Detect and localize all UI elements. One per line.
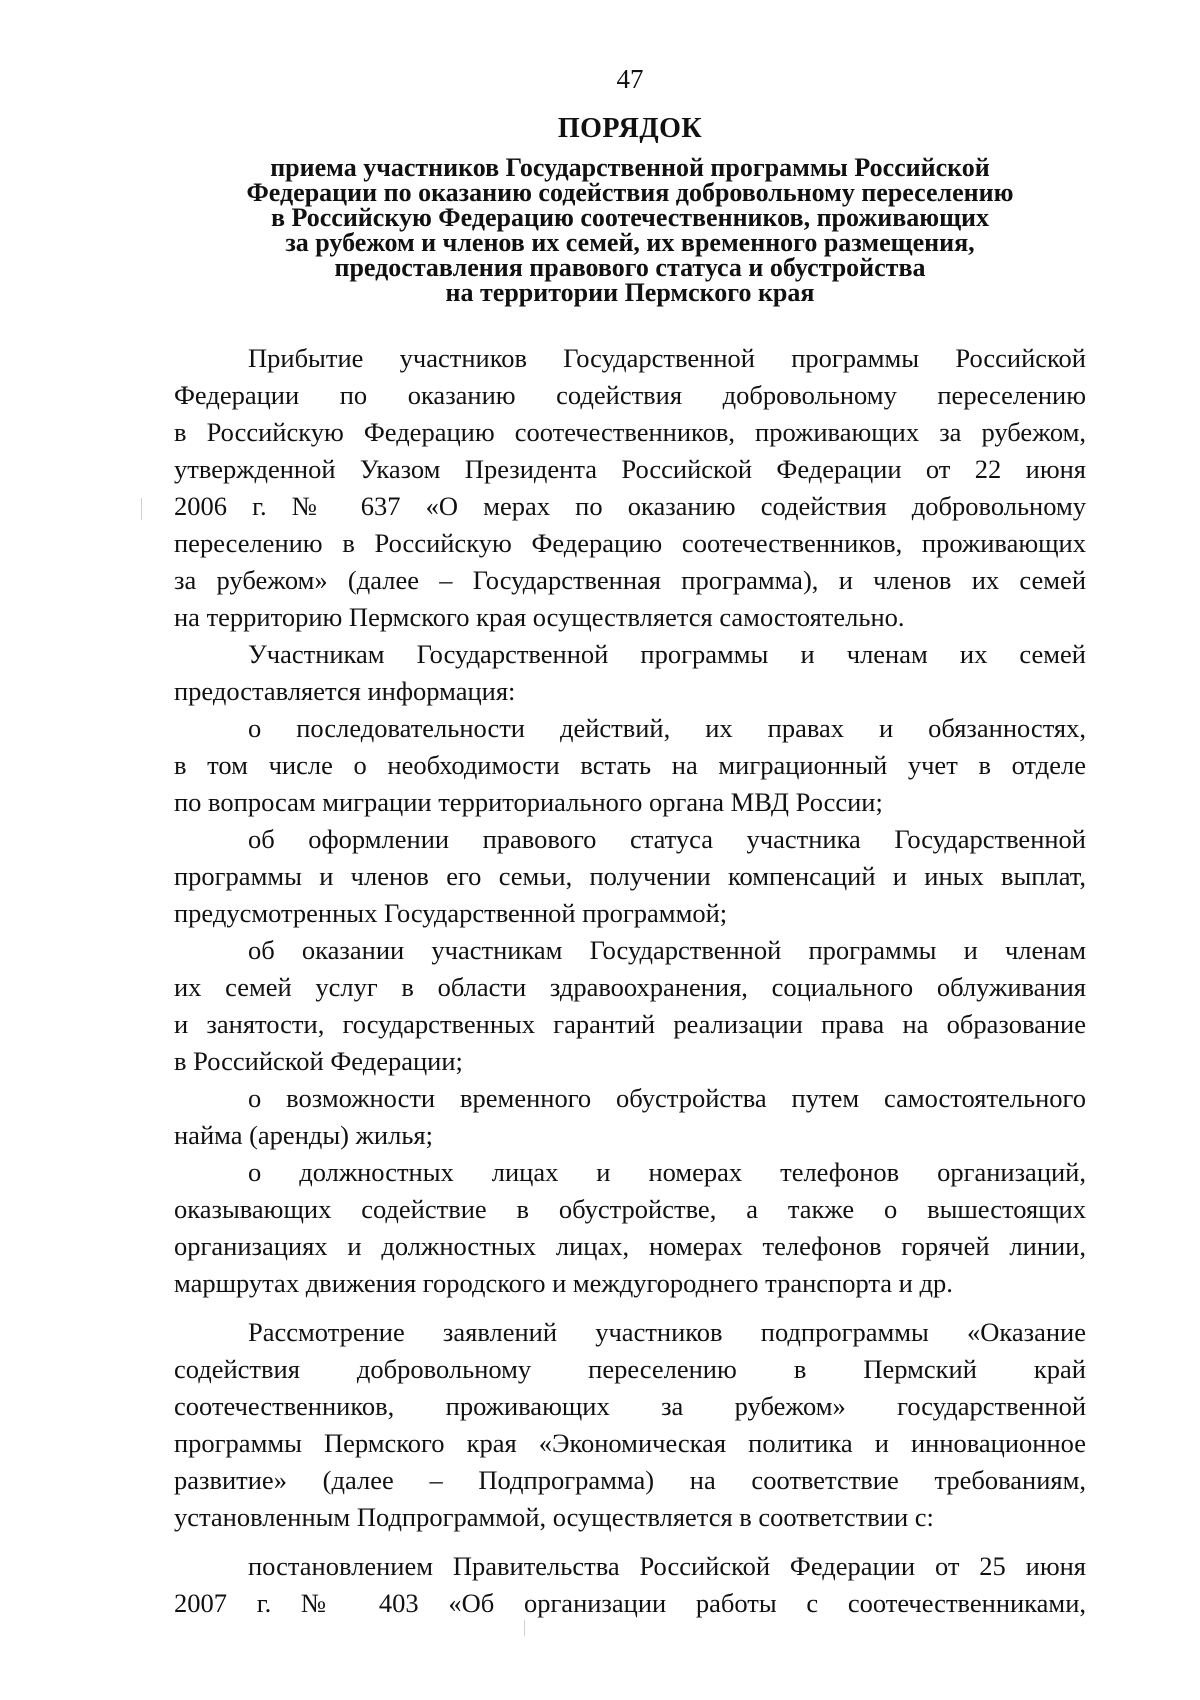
page-number: 47 — [616, 64, 644, 94]
text-line: по вопросам миграции территориального органа МВД России; — [174, 787, 883, 817]
text-line: за рубежом» (далее – Государственная программа), и членов их семей — [174, 565, 1086, 595]
text-line: 2006 г. № 637 «О мерах по оказанию содействия добровольному — [174, 491, 1086, 521]
text-line: на территорию Пермского края осуществляется самостоятельно. — [174, 602, 905, 632]
subtitle-line: за рубежом и членов их семей, их временного размещения, — [285, 228, 975, 257]
text-line: утвержденной Указом Президента Российской Федерации от 22 июня — [174, 454, 1086, 484]
subtitle-line: предоставления правового статуса и обустройства — [334, 253, 926, 282]
scan-edge-mark — [141, 498, 142, 520]
text-line: маршрутах движения городского и междугороднего транспорта и др. — [174, 1268, 953, 1298]
text-line: найма (аренды) жилья; — [174, 1120, 433, 1150]
text-line: соотечественников, проживающих за рубежом» государственной — [174, 1391, 1086, 1421]
document-body — [174, 340, 1086, 1622]
subtitle-line: Федерации по оказанию содействия добровольному переселению — [246, 178, 1014, 207]
text-line: переселению в Российскую Федерацию соотечественников, проживающих — [174, 528, 1086, 558]
scan-edge-mark — [524, 1620, 525, 1636]
paragraph-arrival — [174, 340, 1086, 636]
document-title: ПОРЯДОК — [557, 113, 703, 144]
paragraph-legal-status — [174, 821, 1086, 932]
text-line: Прибытие участников Государственной программы Российской — [248, 343, 1086, 373]
paragraph-applications-review — [174, 1314, 1086, 1536]
paragraph-sequence-of-actions — [174, 710, 1086, 821]
text-line: о последовательности действий, их правах и обязанностях, — [248, 713, 1086, 743]
text-line: Федерации по оказанию содействия добровольному переселению — [174, 380, 1086, 410]
text-line: их семей услуг в области здравоохранения, социального облуживания — [174, 972, 1086, 1002]
subtitle-line: приема участников Государственной программы Российской — [270, 153, 990, 182]
text-line: предоставляется информация: — [174, 676, 516, 706]
text-line: об оформлении правового статуса участника Государственной — [248, 824, 1086, 854]
text-line: и занятости, государственных гарантий реализации права на образование — [174, 1009, 1086, 1039]
text-line: Рассмотрение заявлений участников подпрограммы «Оказание — [248, 1317, 1086, 1347]
text-line: в Российской Федерации; — [174, 1046, 463, 1076]
text-line: развитие» (далее – Подпрограмма) на соответствие требованиям, — [174, 1465, 1086, 1495]
paragraph-contacts — [174, 1154, 1086, 1302]
text-line: Участникам Государственной программы и членам их семей — [248, 639, 1086, 669]
text-line: в Российскую Федерацию соотечественников, проживающих за рубежом, — [174, 417, 1086, 447]
paragraph-government-resolution — [174, 1548, 1086, 1622]
document-subtitle — [150, 155, 1110, 305]
text-line: об оказании участникам Государственной программы и членам — [248, 935, 1086, 965]
text-line: в том числе о необходимости встать на миграционный учет в отделе — [174, 750, 1086, 780]
text-line: программы Пермского края «Экономическая политика и инновационное — [174, 1428, 1086, 1458]
text-line: предусмотренных Государственной программой; — [174, 898, 728, 928]
text-line: оказывающих содействие в обустройстве, а также о вышестоящих — [174, 1194, 1086, 1224]
text-line: организациях и должностных лицах, номерах телефонов горячей линии, — [174, 1231, 1086, 1261]
text-line: 2007 г. № 403 «Об организации работы с соотечественниками, — [174, 1588, 1086, 1618]
text-line: программы и членов его семьи, получении компенсаций и иных выплат, — [174, 861, 1086, 891]
text-line: установленным Подпрограммой, осуществляется в соответствии с: — [174, 1502, 934, 1532]
subtitle-line: в Российскую Федерацию соотечественников, проживающих — [270, 203, 990, 232]
text-line: постановлением Правительства Российской Федерации от 25 июня — [248, 1551, 1086, 1581]
paragraph-services — [174, 932, 1086, 1080]
text-line: о возможности временного обустройства путем самостоятельного — [248, 1083, 1086, 1113]
paragraph-information-intro — [174, 636, 1086, 710]
text-line: содействия добровольному переселению в Пермский край — [174, 1354, 1086, 1384]
paragraph-housing — [174, 1080, 1086, 1154]
text-line: о должностных лицах и номерах телефонов организаций, — [248, 1157, 1086, 1187]
subtitle-line: на территории Пермского края — [445, 278, 815, 307]
